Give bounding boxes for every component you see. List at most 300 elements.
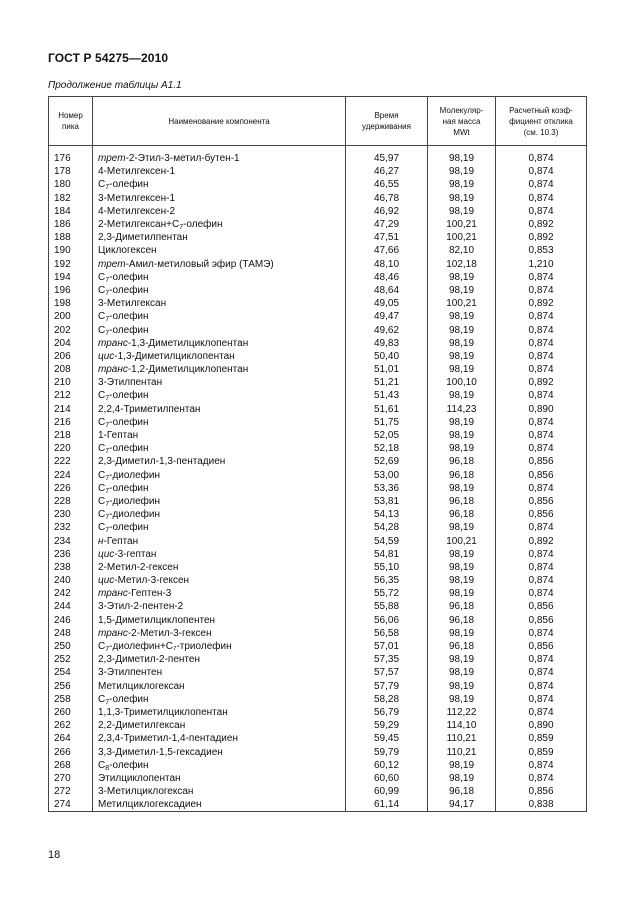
molecular-mass: 96,18 xyxy=(428,785,496,798)
molecular-mass: 98,19 xyxy=(428,772,496,785)
table-row xyxy=(49,337,587,350)
response-factor: 0,874 xyxy=(496,310,587,323)
molecular-mass: 98,19 xyxy=(428,680,496,693)
table-row xyxy=(49,640,587,653)
molecular-mass: 98,19 xyxy=(428,521,496,534)
peak-number: 256 xyxy=(49,680,93,693)
peak-number: 208 xyxy=(49,363,93,376)
retention-time: 54,13 xyxy=(346,508,428,521)
retention-time: 52,69 xyxy=(346,455,428,468)
table-row xyxy=(49,284,587,297)
response-factor: 0,874 xyxy=(496,416,587,429)
peak-number: 260 xyxy=(49,706,93,719)
peak-number: 190 xyxy=(49,244,93,257)
molecular-mass: 100,21 xyxy=(428,218,496,231)
response-factor: 0,890 xyxy=(496,719,587,732)
header-peak-number: Номер пика xyxy=(49,97,93,146)
molecular-mass: 98,19 xyxy=(428,363,496,376)
response-factor: 0,856 xyxy=(496,640,587,653)
peak-number: 186 xyxy=(49,218,93,231)
response-factor: 0,890 xyxy=(496,403,587,416)
component-name: $C_7$-олефин xyxy=(93,693,346,706)
retention-time: 56,06 xyxy=(346,614,428,627)
component-name: 2,3,4-Триметил-1,4-пентадиен xyxy=(93,732,346,745)
molecular-mass: 98,19 xyxy=(428,759,496,772)
peak-number: 182 xyxy=(49,192,93,205)
table-caption: Продолжение таблицы А1.1 xyxy=(48,80,182,91)
component-name: $C_8$-олефин xyxy=(93,759,346,772)
response-factor: 1,210 xyxy=(496,258,587,271)
table-row xyxy=(49,508,587,521)
response-factor: 0,874 xyxy=(496,152,587,165)
retention-time: 48,10 xyxy=(346,258,428,271)
table-row xyxy=(49,205,587,218)
response-factor: 0,874 xyxy=(496,587,587,600)
molecular-mass: 98,19 xyxy=(428,587,496,600)
component-name: $C_7$-олефин xyxy=(93,323,346,336)
molecular-mass: 100,21 xyxy=(428,297,496,310)
table-row xyxy=(49,297,587,310)
molecular-mass: 98,19 xyxy=(428,666,496,679)
table-row xyxy=(49,785,587,798)
component-name: 2,2-Диметилгексан xyxy=(93,719,346,732)
component-name: цис-Метил-3-гексен xyxy=(93,574,346,587)
retention-time: 59,29 xyxy=(346,719,428,732)
retention-time: 51,75 xyxy=(346,416,428,429)
molecular-mass: 98,19 xyxy=(428,271,496,284)
table-row xyxy=(49,258,587,271)
molecular-mass: 98,19 xyxy=(428,178,496,191)
retention-time: 57,01 xyxy=(346,640,428,653)
response-factor: 0,838 xyxy=(496,798,587,812)
response-factor: 0,874 xyxy=(496,192,587,205)
retention-time: 53,00 xyxy=(346,469,428,482)
peak-number: 184 xyxy=(49,205,93,218)
response-factor: 0,874 xyxy=(496,442,587,455)
retention-time: 54,81 xyxy=(346,548,428,561)
peak-number: 188 xyxy=(49,231,93,244)
response-factor: 0,874 xyxy=(496,666,587,679)
molecular-mass: 98,19 xyxy=(428,337,496,350)
component-name: транс-2-Метил-3-гексен xyxy=(93,627,346,640)
table-row xyxy=(49,719,587,732)
molecular-mass: 98,19 xyxy=(428,152,496,165)
retention-time: 47,66 xyxy=(346,244,428,257)
molecular-mass: 98,19 xyxy=(428,350,496,363)
response-factor: 0,853 xyxy=(496,244,587,257)
retention-time: 52,18 xyxy=(346,442,428,455)
response-factor: 0,874 xyxy=(496,680,587,693)
component-name: цис-1,3-Диметилциклопентан xyxy=(93,350,346,363)
retention-time: 46,78 xyxy=(346,192,428,205)
peak-number: 202 xyxy=(49,323,93,336)
table-row xyxy=(49,376,587,389)
component-name: 1,1,3-Триметилциклопентан xyxy=(93,706,346,719)
table-row xyxy=(49,772,587,785)
molecular-mass: 110,21 xyxy=(428,732,496,745)
component-name: транс-Гептен-3 xyxy=(93,587,346,600)
component-name: трет-2-Этил-3-метил-бутен-1 xyxy=(93,152,346,165)
table-row xyxy=(49,350,587,363)
molecular-mass: 82,10 xyxy=(428,244,496,257)
peak-number: 236 xyxy=(49,548,93,561)
table-row xyxy=(49,627,587,640)
response-factor: 0,856 xyxy=(496,508,587,521)
retention-time: 45,97 xyxy=(346,152,428,165)
peak-number: 238 xyxy=(49,561,93,574)
component-name: $C_7-диолефин+C_7$-триолефин xyxy=(93,640,346,653)
component-name: Метилциклогексан xyxy=(93,680,346,693)
peak-number: 178 xyxy=(49,165,93,178)
peak-number: 228 xyxy=(49,495,93,508)
retention-time: 55,88 xyxy=(346,600,428,613)
response-factor: 0,892 xyxy=(496,376,587,389)
component-name: 3-Этилпентан xyxy=(93,376,346,389)
peak-number: 272 xyxy=(49,785,93,798)
document-header: ГОСТ Р 54275—2010 xyxy=(48,51,169,65)
component-name: 2,3-Диметил-2-пентен xyxy=(93,653,346,666)
component-name: 3,3-Диметил-1,5-гексадиен xyxy=(93,745,346,758)
molecular-mass: 98,19 xyxy=(428,627,496,640)
peak-number: 234 xyxy=(49,534,93,547)
component-name: 2-Метил-2-гексен xyxy=(93,561,346,574)
component-name: Метилциклогексадиен xyxy=(93,798,346,812)
table-row xyxy=(49,310,587,323)
component-name: $C_7$-олефин xyxy=(93,416,346,429)
peak-number: 176 xyxy=(49,152,93,165)
retention-time: 60,12 xyxy=(346,759,428,772)
header-molecular-mass: Молекуляр- ная масса MWt xyxy=(428,97,496,146)
response-factor: 0,874 xyxy=(496,653,587,666)
retention-time: 49,83 xyxy=(346,337,428,350)
retention-time: 46,55 xyxy=(346,178,428,191)
retention-time: 61,14 xyxy=(346,798,428,812)
table-row xyxy=(49,680,587,693)
retention-time: 54,28 xyxy=(346,521,428,534)
peak-number: 250 xyxy=(49,640,93,653)
peak-number: 214 xyxy=(49,403,93,416)
peak-number: 270 xyxy=(49,772,93,785)
table-row xyxy=(49,534,587,547)
response-factor: 0,874 xyxy=(496,693,587,706)
component-name: Этилциклопентан xyxy=(93,772,346,785)
component-name: $C_7$-диолефин xyxy=(93,469,346,482)
peak-number: 262 xyxy=(49,719,93,732)
component-name: 2,3-Диметилпентан xyxy=(93,231,346,244)
retention-time: 57,79 xyxy=(346,680,428,693)
retention-time: 48,64 xyxy=(346,284,428,297)
peak-number: 180 xyxy=(49,178,93,191)
table-row xyxy=(49,482,587,495)
molecular-mass: 98,19 xyxy=(428,416,496,429)
component-name: $C_7$-олефин xyxy=(93,442,346,455)
table-row xyxy=(49,666,587,679)
peak-number: 246 xyxy=(49,614,93,627)
component-name: 2,2,4-Триметилпентан xyxy=(93,403,346,416)
response-factor: 0,874 xyxy=(496,350,587,363)
response-factor: 0,874 xyxy=(496,165,587,178)
retention-time: 57,35 xyxy=(346,653,428,666)
peak-number: 194 xyxy=(49,271,93,284)
response-factor: 0,874 xyxy=(496,205,587,218)
component-name: $C_7$-олефин xyxy=(93,178,346,191)
molecular-mass: 110,21 xyxy=(428,745,496,758)
peak-number: 192 xyxy=(49,258,93,271)
response-factor: 0,856 xyxy=(496,614,587,627)
molecular-mass: 98,19 xyxy=(428,310,496,323)
peak-number: 248 xyxy=(49,627,93,640)
component-name: $C_7$-диолефин xyxy=(93,508,346,521)
table-row xyxy=(49,244,587,257)
component-name: цис-3-гептан xyxy=(93,548,346,561)
molecular-mass: 96,18 xyxy=(428,469,496,482)
peak-number: 232 xyxy=(49,521,93,534)
retention-time: 60,60 xyxy=(346,772,428,785)
response-factor: 0,892 xyxy=(496,534,587,547)
molecular-mass: 98,19 xyxy=(428,574,496,587)
table-row xyxy=(49,574,587,587)
component-name: 3-Метилгексан xyxy=(93,297,346,310)
response-factor: 0,874 xyxy=(496,521,587,534)
retention-time: 50,40 xyxy=(346,350,428,363)
retention-time: 48,46 xyxy=(346,271,428,284)
page-number: 18 xyxy=(48,849,61,861)
peak-number: 274 xyxy=(49,798,93,812)
table-row xyxy=(49,614,587,627)
peak-number: 198 xyxy=(49,297,93,310)
table-row xyxy=(49,653,587,666)
retention-time: 52,05 xyxy=(346,429,428,442)
table-row xyxy=(49,442,587,455)
peak-number: 210 xyxy=(49,376,93,389)
response-factor: 0,874 xyxy=(496,759,587,772)
peak-number: 216 xyxy=(49,416,93,429)
retention-time: 55,72 xyxy=(346,587,428,600)
peak-number: 254 xyxy=(49,666,93,679)
peak-number: 222 xyxy=(49,455,93,468)
retention-time: 53,36 xyxy=(346,482,428,495)
molecular-mass: 96,18 xyxy=(428,614,496,627)
table-row xyxy=(49,521,587,534)
peak-number: 258 xyxy=(49,693,93,706)
peak-number: 242 xyxy=(49,587,93,600)
peak-number: 252 xyxy=(49,653,93,666)
component-name: 3-Этилпентен xyxy=(93,666,346,679)
table-row xyxy=(49,218,587,231)
retention-time: 47,51 xyxy=(346,231,428,244)
peak-number: 196 xyxy=(49,284,93,297)
molecular-mass: 98,19 xyxy=(428,284,496,297)
retention-time: 60,99 xyxy=(346,785,428,798)
retention-time: 47,29 xyxy=(346,218,428,231)
component-name: н-Гептан xyxy=(93,534,346,547)
component-name: транс-1,2-Диметилциклопентан xyxy=(93,363,346,376)
retention-time: 59,79 xyxy=(346,745,428,758)
response-factor: 0,874 xyxy=(496,429,587,442)
table-row xyxy=(49,561,587,574)
peak-number: 226 xyxy=(49,482,93,495)
retention-time: 46,27 xyxy=(346,165,428,178)
peak-number: 212 xyxy=(49,389,93,402)
response-factor: 0,874 xyxy=(496,772,587,785)
molecular-mass: 98,19 xyxy=(428,548,496,561)
peak-number: 200 xyxy=(49,310,93,323)
response-factor: 0,892 xyxy=(496,231,587,244)
peak-number: 240 xyxy=(49,574,93,587)
response-factor: 0,874 xyxy=(496,561,587,574)
response-factor: 0,874 xyxy=(496,363,587,376)
response-factor: 0,892 xyxy=(496,297,587,310)
molecular-mass: 98,19 xyxy=(428,693,496,706)
response-factor: 0,874 xyxy=(496,548,587,561)
table-row xyxy=(49,706,587,719)
response-factor: 0,856 xyxy=(496,469,587,482)
molecular-mass: 94,17 xyxy=(428,798,496,812)
component-name: 1,5-Диметилциклопентен xyxy=(93,614,346,627)
retention-time: 51,61 xyxy=(346,403,428,416)
molecular-mass: 98,19 xyxy=(428,165,496,178)
component-name: 3-Этил-2-пентен-2 xyxy=(93,600,346,613)
response-factor: 0,892 xyxy=(496,218,587,231)
table-row xyxy=(49,178,587,191)
molecular-mass: 98,19 xyxy=(428,429,496,442)
molecular-mass: 98,19 xyxy=(428,205,496,218)
retention-time: 56,35 xyxy=(346,574,428,587)
response-factor: 0,874 xyxy=(496,706,587,719)
peak-number: 264 xyxy=(49,732,93,745)
retention-time: 56,79 xyxy=(346,706,428,719)
header-response-factor: Расчетный коэф- фициент отклика (см. 10.3) xyxy=(496,97,587,146)
retention-time: 49,05 xyxy=(346,297,428,310)
response-factor: 0,874 xyxy=(496,284,587,297)
molecular-mass: 98,19 xyxy=(428,192,496,205)
molecular-mass: 96,18 xyxy=(428,495,496,508)
response-factor: 0,874 xyxy=(496,389,587,402)
table-row xyxy=(49,363,587,376)
peak-number: 220 xyxy=(49,442,93,455)
molecular-mass: 98,19 xyxy=(428,389,496,402)
table-row xyxy=(49,469,587,482)
peak-number: 244 xyxy=(49,600,93,613)
retention-time: 49,47 xyxy=(346,310,428,323)
retention-time: 51,01 xyxy=(346,363,428,376)
component-name: $C_7$-олефин xyxy=(93,284,346,297)
table-row xyxy=(49,416,587,429)
table-row xyxy=(49,732,587,745)
retention-time: 51,43 xyxy=(346,389,428,402)
response-factor: 0,856 xyxy=(496,495,587,508)
response-factor: 0,859 xyxy=(496,732,587,745)
component-name: $C_7$-олефин xyxy=(93,271,346,284)
molecular-mass: 100,10 xyxy=(428,376,496,389)
peak-number: 230 xyxy=(49,508,93,521)
table-row xyxy=(49,323,587,336)
molecular-mass: 96,18 xyxy=(428,455,496,468)
table-row xyxy=(49,600,587,613)
retention-time: 49,62 xyxy=(346,323,428,336)
response-factor: 0,856 xyxy=(496,455,587,468)
table-row xyxy=(49,152,587,165)
table-row xyxy=(49,587,587,600)
molecular-mass: 98,19 xyxy=(428,323,496,336)
component-name: $C_7$-диолефин xyxy=(93,495,346,508)
response-factor: 0,856 xyxy=(496,785,587,798)
molecular-mass: 114,10 xyxy=(428,719,496,732)
table-row xyxy=(49,231,587,244)
header-component-name: Наименование компонента xyxy=(93,97,346,146)
molecular-mass: 98,19 xyxy=(428,653,496,666)
molecular-mass: 96,18 xyxy=(428,508,496,521)
retention-time: 57,57 xyxy=(346,666,428,679)
peak-number: 206 xyxy=(49,350,93,363)
component-name: 4-Метилгексен-2 xyxy=(93,205,346,218)
molecular-mass: 100,21 xyxy=(428,534,496,547)
retention-time: 46,92 xyxy=(346,205,428,218)
component-name: 2,3-Диметил-1,3-пентадиен xyxy=(93,455,346,468)
component-name: транс-1,3-Диметилциклопентан xyxy=(93,337,346,350)
table-header-row xyxy=(49,97,587,146)
table-row xyxy=(49,455,587,468)
response-factor: 0,874 xyxy=(496,178,587,191)
retention-time: 56,58 xyxy=(346,627,428,640)
table-row xyxy=(49,759,587,772)
peak-number: 224 xyxy=(49,469,93,482)
component-name: 1-Гептан xyxy=(93,429,346,442)
molecular-mass: 112,22 xyxy=(428,706,496,719)
table-row xyxy=(49,192,587,205)
molecular-mass: 98,19 xyxy=(428,442,496,455)
components-table xyxy=(48,96,587,812)
table-row xyxy=(49,693,587,706)
component-name: $C_7$-олефин xyxy=(93,482,346,495)
molecular-mass: 96,18 xyxy=(428,600,496,613)
retention-time: 54,59 xyxy=(346,534,428,547)
component-name: $2-Метилгексан+C_7$-олефин xyxy=(93,218,346,231)
retention-time: 59,45 xyxy=(346,732,428,745)
molecular-mass: 102,18 xyxy=(428,258,496,271)
molecular-mass: 98,19 xyxy=(428,482,496,495)
response-factor: 0,874 xyxy=(496,337,587,350)
response-factor: 0,874 xyxy=(496,627,587,640)
response-factor: 0,874 xyxy=(496,271,587,284)
table-row xyxy=(49,798,587,812)
response-factor: 0,874 xyxy=(496,574,587,587)
component-name: Циклогексен xyxy=(93,244,346,257)
molecular-mass: 114,23 xyxy=(428,403,496,416)
component-name: 3-Метилгексен-1 xyxy=(93,192,346,205)
retention-time: 58,28 xyxy=(346,693,428,706)
molecular-mass: 96,18 xyxy=(428,640,496,653)
response-factor: 0,859 xyxy=(496,745,587,758)
peak-number: 204 xyxy=(49,337,93,350)
molecular-mass: 98,19 xyxy=(428,561,496,574)
molecular-mass: 100,21 xyxy=(428,231,496,244)
table-row xyxy=(49,165,587,178)
peak-number: 218 xyxy=(49,429,93,442)
response-factor: 0,874 xyxy=(496,323,587,336)
component-name: трет-Амил-метиловый эфир (ТАМЭ) xyxy=(93,258,346,271)
component-name: 4-Метилгексен-1 xyxy=(93,165,346,178)
peak-number: 266 xyxy=(49,745,93,758)
component-name: 3-Метилциклогексан xyxy=(93,785,346,798)
component-name: $C_7$-олефин xyxy=(93,521,346,534)
table-row xyxy=(49,389,587,402)
retention-time: 55,10 xyxy=(346,561,428,574)
table-row xyxy=(49,495,587,508)
header-retention-time: Время удерживания xyxy=(346,97,428,146)
table-row xyxy=(49,403,587,416)
component-name: $C_7$-олефин xyxy=(93,310,346,323)
